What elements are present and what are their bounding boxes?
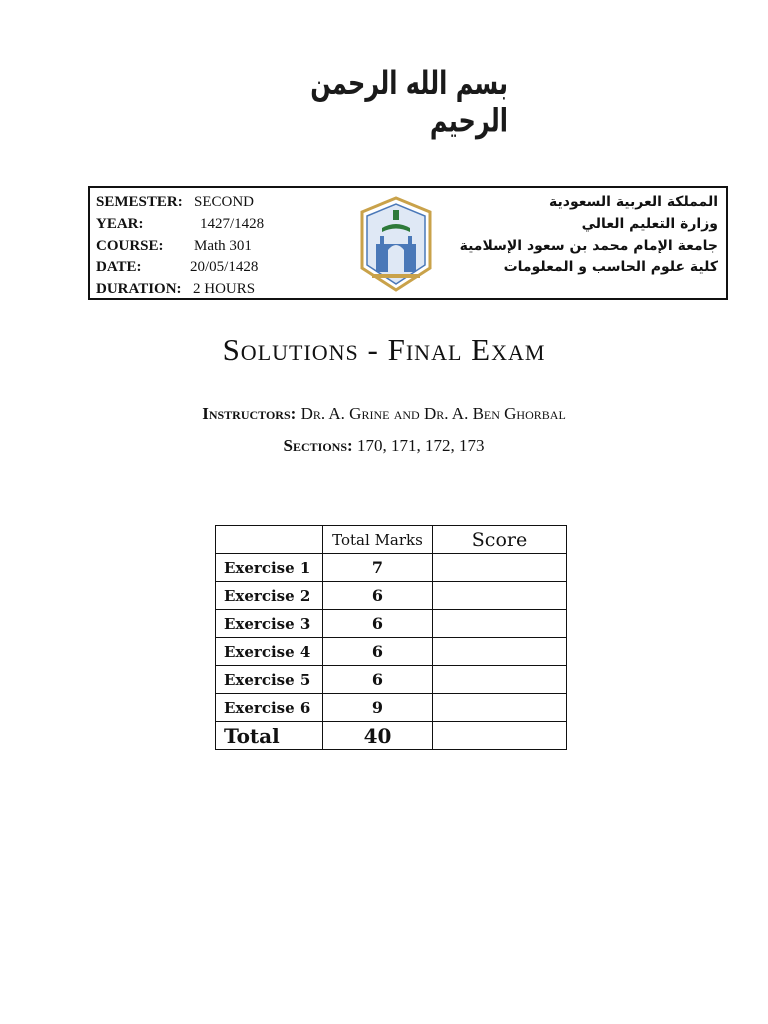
basmala-calligraphy: بسم الله الرحمن الرحيم bbox=[310, 64, 508, 140]
total-label: Total bbox=[216, 722, 323, 750]
exercise-marks: 6 bbox=[323, 638, 433, 666]
exercise-marks: 6 bbox=[323, 610, 433, 638]
course-row bbox=[96, 236, 346, 258]
date-row bbox=[96, 257, 346, 279]
table-header-cell bbox=[216, 526, 323, 554]
university-line: جامعة الإمام محمد بن سعود الإسلامية bbox=[459, 237, 718, 254]
instructors-names: Dr. A. Grine and Dr. A. Ben Ghorbal bbox=[300, 404, 566, 423]
table-row bbox=[216, 610, 567, 638]
exercise-name: Exercise 3 bbox=[216, 610, 323, 638]
instructors-line bbox=[0, 404, 768, 424]
semester-label: SEMESTER: bbox=[96, 194, 183, 210]
ministry-line: وزارة التعليم العالي bbox=[581, 215, 718, 232]
duration-value: 2 HOURS bbox=[193, 281, 256, 298]
exam-header-box bbox=[88, 186, 728, 300]
table-row bbox=[216, 554, 567, 582]
duration-row bbox=[96, 279, 346, 301]
kingdom-line: المملكة العربية السعودية bbox=[549, 194, 718, 210]
table-header-row bbox=[216, 526, 567, 554]
total-marks: 40 bbox=[323, 722, 433, 750]
exam-info bbox=[96, 192, 346, 301]
duration-label: DURATION: bbox=[96, 281, 182, 298]
exercise-marks: 6 bbox=[323, 666, 433, 694]
sections-line bbox=[0, 436, 768, 456]
sections-list: 170, 171, 172, 173 bbox=[356, 436, 485, 455]
exercise-name: Exercise 1 bbox=[216, 554, 323, 582]
page-title: Solutions - Final Exam bbox=[222, 332, 546, 367]
course-label: COURSE: bbox=[96, 237, 164, 254]
exercise-score bbox=[433, 694, 567, 722]
instructors-label: Instructors: bbox=[202, 404, 297, 423]
sections-label: Sections: bbox=[283, 436, 353, 455]
exercise-score bbox=[433, 638, 567, 666]
table-row bbox=[216, 666, 567, 694]
college-line: كلية علوم الحاسب و المعلومات bbox=[503, 259, 718, 276]
semester-value: SECOND bbox=[194, 194, 255, 210]
total-score bbox=[433, 722, 567, 750]
course-value: Math 301 bbox=[194, 237, 252, 254]
table-row bbox=[216, 694, 567, 722]
year-label: YEAR: bbox=[96, 215, 144, 232]
exercise-name: Exercise 4 bbox=[216, 638, 323, 666]
date-value: 20/05/1428 bbox=[190, 259, 259, 276]
table-row bbox=[216, 638, 567, 666]
exercise-name: Exercise 5 bbox=[216, 666, 323, 694]
table-row bbox=[216, 582, 567, 610]
university-logo-icon bbox=[352, 194, 440, 294]
semester-row bbox=[96, 192, 346, 214]
exercise-score bbox=[433, 666, 567, 694]
exercise-marks: 7 bbox=[323, 554, 433, 582]
marks-table bbox=[215, 525, 567, 750]
exercise-marks: 9 bbox=[323, 694, 433, 722]
exercise-score bbox=[433, 582, 567, 610]
date-label: DATE: bbox=[96, 259, 142, 276]
exercise-score bbox=[433, 554, 567, 582]
exercise-name: Exercise 6 bbox=[216, 694, 323, 722]
institution-info-arabic bbox=[458, 192, 718, 279]
total-marks-header: Total Marks bbox=[323, 526, 433, 554]
exercise-score bbox=[433, 610, 567, 638]
total-row bbox=[216, 722, 567, 750]
exercise-name: Exercise 2 bbox=[216, 582, 323, 610]
exercise-marks: 6 bbox=[323, 582, 433, 610]
year-row bbox=[96, 214, 346, 236]
year-value: 1427/1428 bbox=[200, 215, 265, 232]
score-header: Score bbox=[433, 526, 567, 554]
